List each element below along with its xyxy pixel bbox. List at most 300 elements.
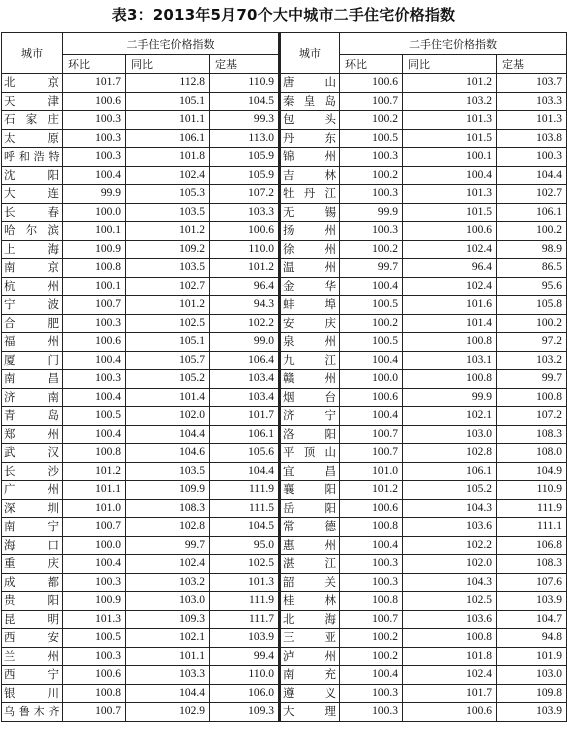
left-mom-cell: 99.9 xyxy=(63,185,126,204)
right-mom-cell: 100.4 xyxy=(340,351,403,370)
left-yoy-cell: 103.2 xyxy=(126,573,210,592)
left-city-cell: 呼和浩特 xyxy=(2,148,63,167)
right-mom-cell: 100.2 xyxy=(340,166,403,185)
right-base-cell: 111.1 xyxy=(497,518,567,537)
right-city-cell: 岳 阳 xyxy=(280,499,340,518)
table-row xyxy=(2,240,567,259)
left-city-cell: 哈 尔 滨 xyxy=(2,222,63,241)
left-yoy-cell: 102.4 xyxy=(126,555,210,574)
index-group-header-right: 二手住宅价格指数 xyxy=(340,33,567,55)
right-city-cell: 济 宁 xyxy=(280,407,340,426)
right-yoy-cell: 106.1 xyxy=(403,462,497,481)
right-yoy-cell: 100.6 xyxy=(403,703,497,722)
table-row xyxy=(2,351,567,370)
left-city-cell: 武 汉 xyxy=(2,444,63,463)
right-base-cell: 106.1 xyxy=(497,203,567,222)
right-mom-cell: 99.7 xyxy=(340,259,403,278)
left-yoy-cell: 102.9 xyxy=(126,703,210,722)
table-row xyxy=(2,481,567,500)
table-row xyxy=(2,111,567,130)
left-yoy-cell: 106.1 xyxy=(126,129,210,148)
left-yoy-cell: 104.4 xyxy=(126,684,210,703)
left-base-cell: 102.2 xyxy=(210,314,280,333)
table-row xyxy=(2,647,567,666)
left-yoy-cell: 103.0 xyxy=(126,592,210,611)
left-mom-cell: 100.8 xyxy=(63,444,126,463)
table-row xyxy=(2,666,567,685)
left-mom-cell: 100.7 xyxy=(63,518,126,537)
left-city-cell: 杭 州 xyxy=(2,277,63,296)
right-base-cell: 111.9 xyxy=(497,499,567,518)
left-base-cell: 101.7 xyxy=(210,407,280,426)
right-base-cell: 103.9 xyxy=(497,703,567,722)
right-city-cell: 桂 林 xyxy=(280,592,340,611)
right-mom-cell: 100.5 xyxy=(340,333,403,352)
left-mom-cell: 100.4 xyxy=(63,425,126,444)
right-base-cell: 104.9 xyxy=(497,462,567,481)
left-city-cell: 银 川 xyxy=(2,684,63,703)
left-yoy-cell: 103.3 xyxy=(126,666,210,685)
right-base-cell: 98.9 xyxy=(497,240,567,259)
right-mom-cell: 100.3 xyxy=(340,185,403,204)
left-base-cell: 110.0 xyxy=(210,666,280,685)
left-mom-cell: 100.3 xyxy=(63,370,126,389)
left-mom-cell: 100.8 xyxy=(63,684,126,703)
left-base-cell: 99.3 xyxy=(210,111,280,130)
right-mom-cell: 100.4 xyxy=(340,277,403,296)
right-base-cell: 101.9 xyxy=(497,647,567,666)
right-yoy-cell: 103.6 xyxy=(403,610,497,629)
left-base-cell: 99.0 xyxy=(210,333,280,352)
right-yoy-cell: 101.6 xyxy=(403,296,497,315)
table-row xyxy=(2,129,567,148)
left-base-cell: 111.7 xyxy=(210,610,280,629)
left-mom-cell: 100.6 xyxy=(63,333,126,352)
table-row xyxy=(2,148,567,167)
table-row xyxy=(2,444,567,463)
right-mom-cell: 99.9 xyxy=(340,203,403,222)
right-yoy-cell: 101.5 xyxy=(403,129,497,148)
left-base-cell: 111.5 xyxy=(210,499,280,518)
right-base-cell: 108.0 xyxy=(497,444,567,463)
table-row xyxy=(2,499,567,518)
right-city-cell: 襄 阳 xyxy=(280,481,340,500)
left-city-cell: 沈 阳 xyxy=(2,166,63,185)
right-city-cell: 常 德 xyxy=(280,518,340,537)
right-city-cell: 惠 州 xyxy=(280,536,340,555)
left-mom-cell: 100.4 xyxy=(63,555,126,574)
right-yoy-cell: 103.1 xyxy=(403,351,497,370)
right-city-cell: 平 顶 山 xyxy=(280,444,340,463)
right-yoy-cell: 102.4 xyxy=(403,240,497,259)
left-yoy-cell: 105.3 xyxy=(126,185,210,204)
right-yoy-cell: 101.3 xyxy=(403,185,497,204)
left-base-cell: 111.9 xyxy=(210,481,280,500)
right-yoy-cell: 100.1 xyxy=(403,148,497,167)
left-base-cell: 103.9 xyxy=(210,629,280,648)
left-mom-cell: 100.3 xyxy=(63,129,126,148)
right-mom-cell: 100.8 xyxy=(340,518,403,537)
table-row xyxy=(2,296,567,315)
left-base-cell: 105.9 xyxy=(210,166,280,185)
mom-header-right: 环比 xyxy=(340,55,403,74)
right-mom-cell: 100.2 xyxy=(340,647,403,666)
left-city-cell: 青 岛 xyxy=(2,407,63,426)
right-yoy-cell: 101.8 xyxy=(403,647,497,666)
left-base-cell: 102.5 xyxy=(210,555,280,574)
left-city-cell: 北 京 xyxy=(2,74,63,93)
right-city-cell: 南 充 xyxy=(280,666,340,685)
right-city-cell: 包 头 xyxy=(280,111,340,130)
right-base-cell: 105.8 xyxy=(497,296,567,315)
table-row xyxy=(2,259,567,278)
right-yoy-cell: 102.1 xyxy=(403,407,497,426)
right-yoy-cell: 96.4 xyxy=(403,259,497,278)
left-yoy-cell: 109.3 xyxy=(126,610,210,629)
right-yoy-cell: 105.2 xyxy=(403,481,497,500)
right-city-cell: 湛 江 xyxy=(280,555,340,574)
right-base-cell: 102.7 xyxy=(497,185,567,204)
left-yoy-cell: 101.4 xyxy=(126,388,210,407)
left-yoy-cell: 102.8 xyxy=(126,518,210,537)
right-city-cell: 大 理 xyxy=(280,703,340,722)
left-city-cell: 广 州 xyxy=(2,481,63,500)
right-mom-cell: 100.3 xyxy=(340,684,403,703)
right-yoy-cell: 103.6 xyxy=(403,518,497,537)
table-row xyxy=(2,388,567,407)
left-city-cell: 长 沙 xyxy=(2,462,63,481)
left-mom-cell: 101.3 xyxy=(63,610,126,629)
right-city-cell: 烟 台 xyxy=(280,388,340,407)
left-mom-cell: 100.4 xyxy=(63,388,126,407)
left-yoy-cell: 99.7 xyxy=(126,536,210,555)
table-row xyxy=(2,92,567,111)
right-mom-cell: 100.6 xyxy=(340,74,403,93)
right-yoy-cell: 100.6 xyxy=(403,222,497,241)
right-base-cell: 103.9 xyxy=(497,592,567,611)
table-body xyxy=(2,74,567,722)
table-row xyxy=(2,425,567,444)
left-base-cell: 106.0 xyxy=(210,684,280,703)
mom-header: 环比 xyxy=(63,55,126,74)
right-base-cell: 110.9 xyxy=(497,481,567,500)
right-city-cell: 韶 关 xyxy=(280,573,340,592)
right-yoy-cell: 101.4 xyxy=(403,314,497,333)
right-base-cell: 101.3 xyxy=(497,111,567,130)
left-city-cell: 合 肥 xyxy=(2,314,63,333)
right-base-cell: 100.2 xyxy=(497,314,567,333)
table-row xyxy=(2,610,567,629)
right-mom-cell: 100.7 xyxy=(340,444,403,463)
left-base-cell: 107.2 xyxy=(210,185,280,204)
right-yoy-cell: 102.2 xyxy=(403,536,497,555)
right-base-cell: 103.7 xyxy=(497,74,567,93)
right-city-cell: 泉 州 xyxy=(280,333,340,352)
left-base-cell: 110.0 xyxy=(210,240,280,259)
left-city-cell: 西 宁 xyxy=(2,666,63,685)
base-header: 定基 xyxy=(210,55,280,74)
right-base-cell: 97.2 xyxy=(497,333,567,352)
right-base-cell: 103.8 xyxy=(497,129,567,148)
right-mom-cell: 100.2 xyxy=(340,629,403,648)
right-mom-cell: 100.4 xyxy=(340,536,403,555)
left-mom-cell: 100.5 xyxy=(63,407,126,426)
left-mom-cell: 100.9 xyxy=(63,240,126,259)
right-base-cell: 104.7 xyxy=(497,610,567,629)
left-mom-cell: 100.1 xyxy=(63,277,126,296)
left-yoy-cell: 105.1 xyxy=(126,333,210,352)
right-yoy-cell: 101.3 xyxy=(403,111,497,130)
left-mom-cell: 100.1 xyxy=(63,222,126,241)
table-row xyxy=(2,185,567,204)
left-mom-cell: 101.7 xyxy=(63,74,126,93)
right-base-cell: 94.8 xyxy=(497,629,567,648)
left-base-cell: 110.9 xyxy=(210,74,280,93)
right-base-cell: 104.4 xyxy=(497,166,567,185)
left-city-cell: 贵 阳 xyxy=(2,592,63,611)
left-mom-cell: 100.3 xyxy=(63,573,126,592)
left-city-cell: 长 春 xyxy=(2,203,63,222)
right-city-cell: 北 海 xyxy=(280,610,340,629)
left-base-cell: 106.4 xyxy=(210,351,280,370)
table-row xyxy=(2,573,567,592)
right-mom-cell: 100.2 xyxy=(340,111,403,130)
table-row xyxy=(2,222,567,241)
left-mom-cell: 100.0 xyxy=(63,536,126,555)
left-yoy-cell: 103.5 xyxy=(126,462,210,481)
right-mom-cell: 100.3 xyxy=(340,222,403,241)
header-row-group xyxy=(2,33,567,55)
left-city-cell: 福 州 xyxy=(2,333,63,352)
right-mom-cell: 100.4 xyxy=(340,407,403,426)
right-mom-cell: 100.7 xyxy=(340,92,403,111)
right-city-cell: 赣 州 xyxy=(280,370,340,389)
right-yoy-cell: 102.0 xyxy=(403,555,497,574)
left-base-cell: 101.2 xyxy=(210,259,280,278)
left-yoy-cell: 104.4 xyxy=(126,425,210,444)
right-yoy-cell: 101.5 xyxy=(403,203,497,222)
left-base-cell: 106.1 xyxy=(210,425,280,444)
left-yoy-cell: 103.5 xyxy=(126,259,210,278)
left-yoy-cell: 101.1 xyxy=(126,647,210,666)
right-base-cell: 100.8 xyxy=(497,388,567,407)
right-city-cell: 温 州 xyxy=(280,259,340,278)
right-yoy-cell: 100.8 xyxy=(403,370,497,389)
left-yoy-cell: 105.7 xyxy=(126,351,210,370)
left-city-cell: 海 口 xyxy=(2,536,63,555)
base-header-right: 定基 xyxy=(497,55,567,74)
right-mom-cell: 100.3 xyxy=(340,148,403,167)
table-row xyxy=(2,277,567,296)
right-city-cell: 蚌 埠 xyxy=(280,296,340,315)
left-base-cell: 103.4 xyxy=(210,370,280,389)
left-yoy-cell: 101.2 xyxy=(126,222,210,241)
table-row xyxy=(2,166,567,185)
right-base-cell: 100.3 xyxy=(497,148,567,167)
left-yoy-cell: 103.5 xyxy=(126,203,210,222)
left-yoy-cell: 102.0 xyxy=(126,407,210,426)
right-mom-cell: 100.3 xyxy=(340,703,403,722)
right-yoy-cell: 103.2 xyxy=(403,92,497,111)
left-yoy-cell: 102.4 xyxy=(126,166,210,185)
left-yoy-cell: 101.8 xyxy=(126,148,210,167)
right-city-cell: 扬 州 xyxy=(280,222,340,241)
left-mom-cell: 101.1 xyxy=(63,481,126,500)
right-base-cell: 103.3 xyxy=(497,92,567,111)
left-city-cell: 宁 波 xyxy=(2,296,63,315)
left-city-cell: 南 京 xyxy=(2,259,63,278)
left-base-cell: 103.4 xyxy=(210,388,280,407)
table-row xyxy=(2,407,567,426)
right-base-cell: 109.8 xyxy=(497,684,567,703)
left-city-cell: 济 南 xyxy=(2,388,63,407)
left-yoy-cell: 102.5 xyxy=(126,314,210,333)
left-mom-cell: 100.7 xyxy=(63,296,126,315)
right-yoy-cell: 101.7 xyxy=(403,684,497,703)
right-yoy-cell: 102.5 xyxy=(403,592,497,611)
left-mom-cell: 100.5 xyxy=(63,629,126,648)
left-base-cell: 99.4 xyxy=(210,647,280,666)
yoy-header: 同比 xyxy=(126,55,210,74)
left-city-cell: 兰 州 xyxy=(2,647,63,666)
right-base-cell: 108.3 xyxy=(497,555,567,574)
right-mom-cell: 100.0 xyxy=(340,370,403,389)
table-row xyxy=(2,462,567,481)
right-city-cell: 唐 山 xyxy=(280,74,340,93)
right-base-cell: 108.3 xyxy=(497,425,567,444)
right-mom-cell: 100.4 xyxy=(340,666,403,685)
left-base-cell: 113.0 xyxy=(210,129,280,148)
left-mom-cell: 100.8 xyxy=(63,259,126,278)
left-base-cell: 105.6 xyxy=(210,444,280,463)
right-yoy-cell: 104.3 xyxy=(403,499,497,518)
right-mom-cell: 100.5 xyxy=(340,129,403,148)
right-base-cell: 103.0 xyxy=(497,666,567,685)
right-yoy-cell: 104.3 xyxy=(403,573,497,592)
left-mom-cell: 100.9 xyxy=(63,592,126,611)
right-city-cell: 安 庆 xyxy=(280,314,340,333)
right-city-cell: 金 华 xyxy=(280,277,340,296)
right-base-cell: 107.2 xyxy=(497,407,567,426)
right-yoy-cell: 102.4 xyxy=(403,277,497,296)
right-city-cell: 丹 东 xyxy=(280,129,340,148)
left-yoy-cell: 112.8 xyxy=(126,74,210,93)
left-base-cell: 103.3 xyxy=(210,203,280,222)
left-city-cell: 石 家 庄 xyxy=(2,111,63,130)
left-city-cell: 昆 明 xyxy=(2,610,63,629)
left-city-cell: 深 圳 xyxy=(2,499,63,518)
right-mom-cell: 100.7 xyxy=(340,425,403,444)
right-mom-cell: 100.3 xyxy=(340,573,403,592)
left-city-cell: 南 宁 xyxy=(2,518,63,537)
right-mom-cell: 100.8 xyxy=(340,592,403,611)
right-city-cell: 九 江 xyxy=(280,351,340,370)
left-base-cell: 104.4 xyxy=(210,462,280,481)
left-yoy-cell: 105.1 xyxy=(126,92,210,111)
left-mom-cell: 100.6 xyxy=(63,666,126,685)
table-row xyxy=(2,370,567,389)
right-yoy-cell: 103.0 xyxy=(403,425,497,444)
right-city-cell: 徐 州 xyxy=(280,240,340,259)
left-city-cell: 南 昌 xyxy=(2,370,63,389)
left-base-cell: 104.5 xyxy=(210,518,280,537)
left-mom-cell: 100.3 xyxy=(63,148,126,167)
right-base-cell: 103.2 xyxy=(497,351,567,370)
table-row xyxy=(2,203,567,222)
left-city-cell: 成 都 xyxy=(2,573,63,592)
left-base-cell: 95.0 xyxy=(210,536,280,555)
left-mom-cell: 101.2 xyxy=(63,462,126,481)
right-base-cell: 95.6 xyxy=(497,277,567,296)
left-mom-cell: 100.4 xyxy=(63,166,126,185)
left-base-cell: 101.3 xyxy=(210,573,280,592)
table-row xyxy=(2,518,567,537)
left-base-cell: 111.9 xyxy=(210,592,280,611)
table-row xyxy=(2,74,567,93)
yoy-header-right: 同比 xyxy=(403,55,497,74)
left-base-cell: 94.3 xyxy=(210,296,280,315)
left-yoy-cell: 109.9 xyxy=(126,481,210,500)
table-title: 表3：2013年5月70个大中城市二手住宅价格指数 xyxy=(111,6,456,24)
index-group-header: 二手住宅价格指数 xyxy=(63,33,280,55)
right-base-cell: 99.7 xyxy=(497,370,567,389)
right-base-cell: 106.8 xyxy=(497,536,567,555)
left-yoy-cell: 105.2 xyxy=(126,370,210,389)
left-yoy-cell: 101.2 xyxy=(126,296,210,315)
left-mom-cell: 100.3 xyxy=(63,111,126,130)
left-city-cell: 天 津 xyxy=(2,92,63,111)
right-city-cell: 无 锡 xyxy=(280,203,340,222)
right-mom-cell: 100.7 xyxy=(340,610,403,629)
right-mom-cell: 101.2 xyxy=(340,481,403,500)
table-row xyxy=(2,592,567,611)
city-header-right: 城市 xyxy=(280,33,340,74)
left-city-cell: 上 海 xyxy=(2,240,63,259)
right-yoy-cell: 100.8 xyxy=(403,333,497,352)
table-row xyxy=(2,314,567,333)
left-city-cell: 乌鲁木齐 xyxy=(2,703,63,722)
left-base-cell: 100.6 xyxy=(210,222,280,241)
left-yoy-cell: 102.7 xyxy=(126,277,210,296)
right-mom-cell: 100.6 xyxy=(340,388,403,407)
left-city-cell: 西 安 xyxy=(2,629,63,648)
table-row xyxy=(2,333,567,352)
right-city-cell: 锦 州 xyxy=(280,148,340,167)
left-yoy-cell: 104.6 xyxy=(126,444,210,463)
left-city-cell: 厦 门 xyxy=(2,351,63,370)
left-base-cell: 109.3 xyxy=(210,703,280,722)
right-mom-cell: 100.6 xyxy=(340,499,403,518)
right-city-cell: 宜 昌 xyxy=(280,462,340,481)
left-mom-cell: 101.0 xyxy=(63,499,126,518)
left-mom-cell: 100.3 xyxy=(63,647,126,666)
left-city-cell: 郑 州 xyxy=(2,425,63,444)
left-city-cell: 大 连 xyxy=(2,185,63,204)
left-mom-cell: 100.7 xyxy=(63,703,126,722)
right-mom-cell: 100.2 xyxy=(340,240,403,259)
left-city-cell: 重 庆 xyxy=(2,555,63,574)
right-yoy-cell: 102.8 xyxy=(403,444,497,463)
right-city-cell: 三 亚 xyxy=(280,629,340,648)
right-yoy-cell: 99.9 xyxy=(403,388,497,407)
left-yoy-cell: 102.1 xyxy=(126,629,210,648)
right-city-cell: 秦 皇 岛 xyxy=(280,92,340,111)
right-yoy-cell: 100.8 xyxy=(403,629,497,648)
left-mom-cell: 100.4 xyxy=(63,351,126,370)
right-mom-cell: 100.2 xyxy=(340,314,403,333)
left-base-cell: 104.5 xyxy=(210,92,280,111)
right-mom-cell: 100.5 xyxy=(340,296,403,315)
